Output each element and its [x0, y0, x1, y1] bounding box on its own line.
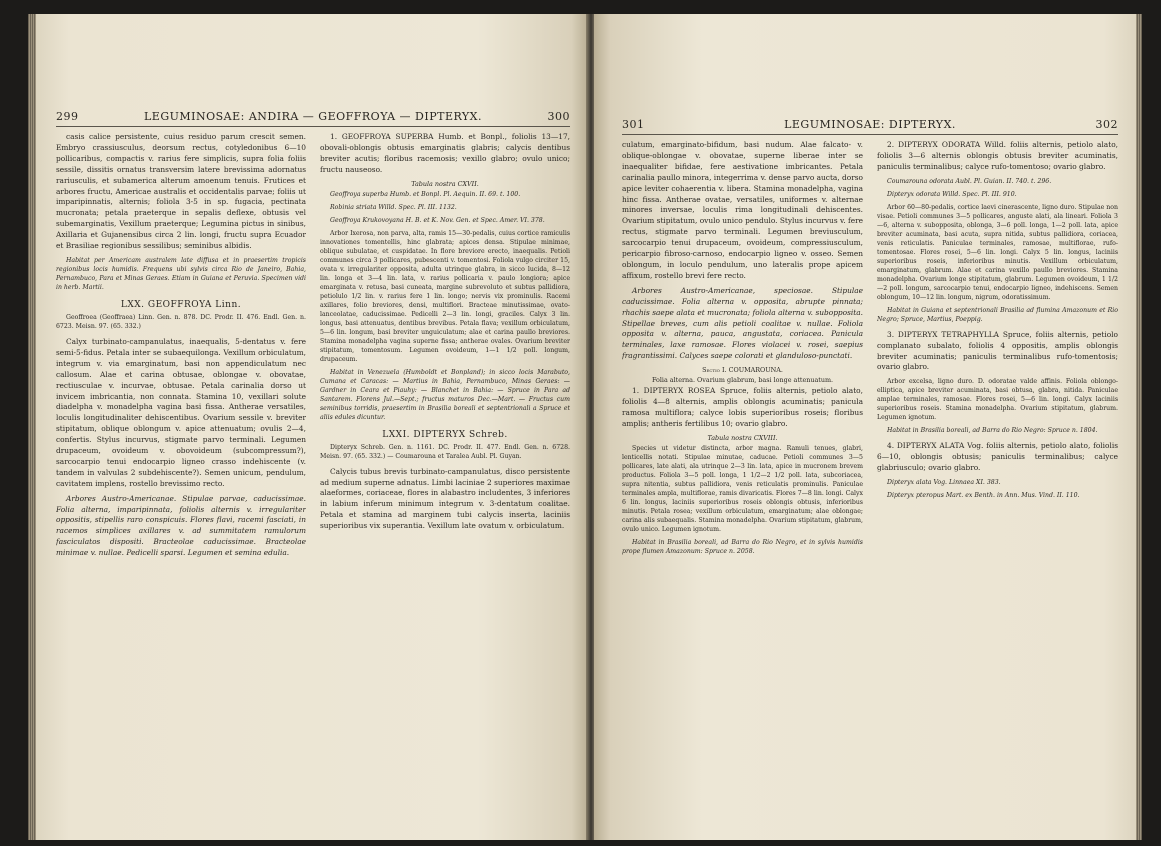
habitat-note: Habitat in Brasilia boreali, ad Barra do Rio Negro, et in sylvis humidis prope flumen Amazonum: Spruce n. 2058. [622, 538, 863, 555]
page-number-secondary: 302 [1095, 118, 1118, 131]
right-page [594, 14, 1136, 840]
synonym: Coumarouna odorata Aubl. Pl. Guian. II. 740. t. 296. [887, 177, 1052, 185]
genus-reference: Geoffroea (Geoffraea) Linn. Gen. n. 878. DC. Prodr. II. 476. Endl. Gen. n. 6723. Meisn. 97. (65. 332.) [56, 313, 306, 330]
header-rule [56, 126, 570, 127]
genus-habit: Arbores Austro-Americanae, speciosae. Stipulae caducissimae. Folia alterna v. opposita, abrupte pinnata; rhachis saepe alata et mucronata; foliola alterna v. subopposita. Stipellae breves, cum alis petioli coalitae v. nullae. Foliola opposita v. alterna, pauca, angustata, coriacea. Panicula terminales, laxe ramosae. Flores violacei v. rosei, saepius fragrantissimi. Calyces saepe colorati et glanduloso-punctati. [622, 285, 863, 361]
running-head-right [622, 118, 1118, 134]
synonym: Robinia striata Willd. Spec. Pl. III. 1132. [330, 203, 457, 211]
text-column-1 [622, 140, 863, 840]
book-edge-left [28, 14, 36, 840]
running-title: LEGUMINOSAE: ANDIRA — GEOFFROYA — DIPTERYX. [143, 110, 483, 123]
species-description: Arbor 60—80-pedalis, cortice laevi cinerascente, ligno duro. Stipulae non visae. Petioli communes 3—5 pollicares, anguste alati, ala lineari. Foliola 3—6, alterna v. subopposita, oblonga, 3—6 poll. longa, 1—2 poll. lata, apice breviter acuminata, basi acuta, supra nitida, subtus pallidiora, coriacea, venis reticulatis. Paniculae terminales, ramosae, multiflorae, rufo-tomentosae. Flores rosei, 5—6 lin. longi. Calyx 5 lin. longus, laciniis superioribus roseis, inferioribus minutis. Vexillum orbiculatum, emarginatum, glabrum. Alae et carina vexillo paullo breviores. Stamina monadelpha. Ovarium longe stipitatum, glabrum. Legumen ovoideum, 1 1/2—2 poll. longum, sarcocarpio tenui, endocarpio ligneo, indehiscens. Semen oblongum, 10—12 lin. longum, nigrum, odoratissimum. [877, 203, 1118, 301]
species-diagnosis: 1. GEOFFROYA SUPERBA Humb. et Bonpl., foliolis 13—17, obovali-oblongis obtusis emarginatis glabris; calycis dentibus breviter acutis; floribus racemosis; vexillo glabro; ovulo unico; fructu nauseoso. [320, 132, 570, 174]
species-diagnosis: 3. DIPTERYX TETRAPHYLLA Spruce, foliis alternis, petiolo complanato subalato, foliolis 4 oppositis, amplis oblongis breviter acuminatis; paniculis terminalibus rufo-tomentosis; ovario glabro. [877, 329, 1118, 372]
genus-heading: LXX. GEOFFROYA Linn. [120, 299, 242, 310]
running-head-left [56, 110, 570, 126]
paragraph: casis calice persistente, cuius residuo parum crescit semen. Embryo crassiusculus, deorsum rectus, cotyledonibus 6—10 pollicaribus, compactis v. rarius fere simplicis, supra folia foliis sessile, dissitis ornatus transversim latere brevissima adornatus rariusculis, et subamerica alterum amoenum tenuis. Frutices et arbores fructu, Americae australis et occidentalis parvae; foliis ut imparipinnatis, alternis; foliola 3-5 in sp. fugacia, pectinata mucronata; petala praeterque in sepalis deflexe, obtusis vel subemarginatis, Vexillum praeterque; Legumina pictus in sinibus, Axillaria et Gujanensibus circa 2 lin. longi, fructu supra Ecuador et Brasiliae regionibus sessilibus; seminibus albidis. [56, 132, 306, 251]
species-diagnosis: 4. DIPTERYX ALATA Vog. foliis alternis, petiolo alato, foliolis 6—10, oblongis obtusis; paniculis terminalibus; calyce glabriusculo; ovario glabro. [877, 441, 1118, 473]
species-diagnosis: 1. DIPTERYX ROSEA Spruce, foliis alternis, petiolo alato, foliolis 4—8 alternis, amplis oblongis acuminatis; panicula ramosa multiflora; calyce lobis superioribus roseis; floribus amplis; antheris fertilibus 10; ovario glabro. [622, 386, 863, 428]
genus-description-continued: culatum, emarginato-bifidum, basi nudum. Alae falcato- v. oblique-oblongae v. obovatae, superne liberae inter se inaequaliter bifidae, fere aestivatione imbricantes. Petala carinalia paullo minora, integerrima v. dense parvo aucta, dorso apice leviter cohaerentia v. libera. Stamina monadelpha, vagina hinc fissa. Antherae ovatae, versatiles, uniformes v. alternae minores inversae, loculis rima longitudinali dehiscentes. Ovarium stipitatum, ovulo unico pendulo. Stylus incurvus v. fere rectus, stigmate parvo terminali. Legumen breviusculum, sarcocarpio tenui drupaceum, ovoideum, compressiusculum, pericarpio fibroso-carnoso, endocarpio ligneo v. osseo. Semen oblongum, in loculo pendulum, uno lateralis prope apicem affixum, rostello brevi fere recto. [622, 140, 863, 280]
text-column-2 [877, 140, 1118, 840]
synonym: Dipteryx odorata Willd. Spec. Pl. III. 910. [887, 190, 1017, 198]
section-description: Folia alterna. Ovarium glabrum, basi longe attenuatum. [651, 376, 834, 385]
plate-reference: Tabula nostra CXVIII. [707, 433, 778, 442]
species-description: Arbor excelsa, ligno duro. D. odoratae valde affinis. Foliola oblongo-elliptica, apice breviter acuminata, basi obtusa, glabra, nitida. Paniculae amplae terminales, ramosae. Flores rosei, 5—6 lin. longi. Calyx laciniis superioribus roseis. Stamina monadelpha. Ovarium stipitatum, glabrum. Legumen ignotum. [877, 378, 1118, 422]
plate-reference: Tabula nostra CXVII. [411, 179, 479, 188]
page-number: 301 [622, 118, 645, 131]
synonym: Dipteryx alata Vog. Linnaea XI. 383. [887, 479, 1001, 487]
page-number: 299 [56, 110, 79, 123]
synonym: Geoffroya superba Humb. et Bonpl. Pl. Aequin. II. 69. t. 100. [330, 190, 521, 198]
species-description: Species ut videtur distincta, arbor magna. Ramuli tenues, glabri, lenticellis notati. Stipulae minutae, caducae. Petioli communes 3—5 pollicares, late alati, ala utrinque 2—3 lin. lata, apice in mucronem brevem productus. Foliola 3—5 poll. longa, 1 1/2—2 1/2 poll. lata, subcoriacea, supra nitentia, subtus pallidiora, venis reticulatis prominulis. Paniculae terminales ampla, multiflorae, ramis divaricatis. Flores 7—8 lin. longi. Calyx 6 lin. longus, laciniis superioribus roseis oblongis obtusis, inferioribus minutis. Petala rosea; vexillum orbiculatum, emarginatum; alae oblongae; carina alis subaequalis. Stamina monadelpha. Ovarium stipitatum, glabrum, ovulo unico. Legumen ignotum. [622, 444, 863, 533]
genus-habit: Arbores Austro-Americanae. Stipulae parvae, caducissimae. Folia alterna, imparipinnata, foliolis alternis v. irregulariter oppositis, stipellis raro conspicuis. Flores flavi, racemi fasciati, in racemos simplices axillares v. ad summitatem ramulorum fasciculatos dispositi. Bracteolae caducissimae. Bracteolae minimae v. nullae. Pedicelli sparsi. Legumen et semina edulia. [56, 493, 306, 558]
header-rule [622, 134, 1118, 135]
habitat-note: Habitat in Venezuela (Humboldt et Bonpland); in sicco locis Marabuto, Cumana et Caracas: — Martius in Bahia, Pernambuco, Minas Geraes: — Gardner in Ceara et Piauhy: — Blanchet in Bahia: — Spruce in Para ad Santarem. Florens Jul.—Sept.; fructus maturos Dec.—Mart. — Fructus cum seminibus torridis, praesertim in Brasilia boreali et septentrionali a Spruce et aliis edules dicuntur. [320, 368, 570, 421]
section-heading: Sectio I. COUMAROUNA. [702, 366, 783, 375]
genus-description: Calyx turbinato-campanulatus, inaequalis, 5-dentatus v. fere semi-5-fidus. Petala inter se subaequilonga. Vexillum orbiculatum, integrum v. via emarginatum, basi non appendiculatum nec callosum. Alae et carina obtusae, oblongae v. obovatae, rectiusculae v. incurvae, obtusae. Petala carinalia dorso ut invicem imbricantia, non connata. Stamina 10, vexillari solute diadelpha v. monadelpha vagina basi fissa. Antherae versatiles, loculis longitudinaliter dehiscentibus. Ovarium sessile v. breviter stipitatum, oblique oblongum v. apice attenuatum; ovulis 2—4, confertis. Stylus incurvus, stigmate parvo terminali. Legumen drupaceum, ovoideum v. obovoideum (subcompressum?), sarcocarpio tenui endocarpio ligneo crasso indehiscente (v. tandem in valvulas 2 subdehiscente?). Semen unicum, pendulum, cavitatem implens, rostello brevissimo recto. [56, 336, 306, 488]
habitat-note: Habitat in Brasilia boreali, ad Barra do Rio Negro: Spruce n. 1804. [887, 427, 1098, 435]
left-page [36, 14, 588, 840]
synonym: Dipteryx pteropus Mart. ex Benth. in Ann. Mus. Vind. II. 110. [887, 492, 1080, 500]
genus-description: Calycis tubus brevis turbinato-campanulatus, disco persistente ad medium superne adnatus. Limbi laciniae 2 superiores maximae alaeformes, coriaceae, flores in alabastro includentes, 3 inferiores in labium inferum minimum integrum v. 3-dentatum coalitae. Petala et stamina ad marginem tubi calycis inserta, laciniis superioribus vix superantia. Vexillum late ovatum v. orbiculatum. [320, 466, 570, 531]
book-edge-right [1136, 14, 1142, 840]
page-number-secondary: 300 [547, 110, 570, 123]
habitat-note: Habitat per Americam australem late diffusa et in praesertim tropicis regionibus locis humidis. Frequens ubi sylvis circa Rio de Janeiro, Bahia, Pernambuco, Para et Minas Geraes. Etiam in Guiana et Peruvia. Specimen vidi in herb. Martii. [56, 256, 306, 291]
text-column-2 [320, 132, 570, 832]
text-column-1 [56, 132, 306, 832]
habitat-note: Habitat in Guiana et septentrionali Brasilia ad flumina Amazonum et Rio Negro; Spruce, Martius, Poeppig. [877, 306, 1118, 323]
species-diagnosis: 2. DIPTERYX ODORATA Willd. foliis alternis, petiolo alato, foliolis 3—6 alternis oblongis obtusis breviter acuminatis, paniculis terminalibus; calyce rufo-tomentoso; ovario glabro. [877, 140, 1118, 171]
genus-heading: LXXI. DIPTERYX Schreb. [382, 429, 508, 440]
genus-reference: Dipteryx Schreb. Gen. n. 1161. DC. Prodr. II. 477. Endl. Gen. n. 6728. Meisn. 97. (65. 332.) — Coumarouna et Taralea Aubl. Pl. Guyan. [320, 443, 570, 460]
synonym: Geoffroya Krukovoyana H. B. et K. Nov. Gen. et Spec. Amer. VI. 378. [330, 216, 545, 224]
open-book [28, 14, 1142, 840]
running-title: LEGUMINOSAE: DIPTERYX. [784, 118, 956, 131]
species-description: Arbor Ixerosa, non parva, alta, ramis 15—30-pedalis, cuius cortice ramiculis innovationes tomentellis, hinc glabrata; apices densa. Stipulae minimae, oblique subulatae, et cuspidatae. In flore breviore erecto, inaequalis. Petioli communes circa 3 pollicares, pubescenti v. tomentosi. Foliola vulgo circiter 15, ovata v. irregulariter opposita, adulta utrinque glabra, in sicco lucida, 8—12 lin. longa et 3—4 lin. lata, v. rarius pollicaria v. paulo longiora; apice emarginata v. retusa, basi cuneata, margine subrevoluto et subtus pallidiora, petiolulo 1/2 lin. v. rarius fere 1 lin. longo; nervis vix prominulis. Racemi axillares, folio breviores, densi, multiflori. Bracteae minutissimae, ovato-lanceolatae, caducissimae. Pedicelli 2—3 lin. longi, graciles. Calyx 3 lin. longus, basi attenuatus, dentibus brevibus. Petala flava; vexillum orbiculatum, 5—6 lin. longum, basi breviter unguiculatum; alae et carina paullo breviores. Stamina monadelpha vagina superne fissa; antherae ovales. Ovarium breviter stipitatum, tomentosum. Legumen ovoideum, 1—1 1/2 poll. longum, drupaceum. [320, 229, 570, 363]
